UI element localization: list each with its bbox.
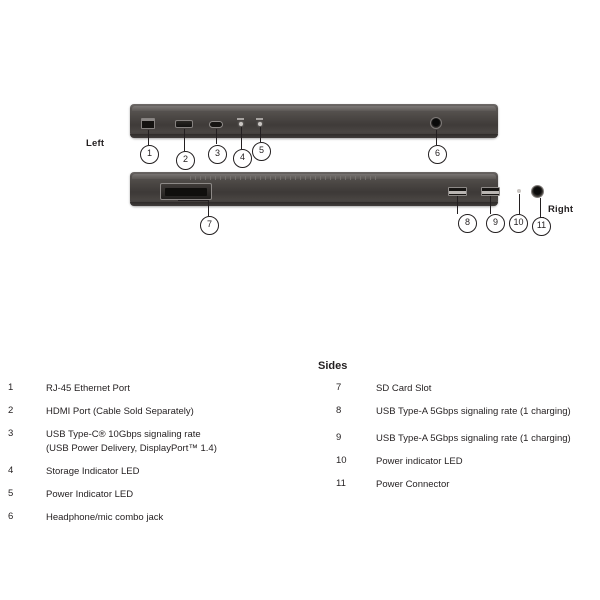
right-side-label: Right bbox=[548, 204, 574, 215]
legend-number: 5 bbox=[8, 487, 14, 499]
callout-5[interactable]: 5 bbox=[252, 142, 271, 161]
list-item bbox=[8, 405, 308, 419]
leader-line-7-h bbox=[178, 200, 209, 201]
legend-column-left bbox=[8, 382, 308, 534]
leader-line-7 bbox=[208, 200, 209, 216]
leader-line-3 bbox=[216, 129, 217, 144]
list-item bbox=[8, 382, 308, 396]
storage-indicator-led bbox=[239, 122, 243, 126]
hdmi-port bbox=[175, 120, 193, 128]
power-indicator-led bbox=[258, 122, 262, 126]
callout-9[interactable]: 9 bbox=[486, 214, 505, 233]
list-item bbox=[336, 478, 598, 492]
legend-number: 8 bbox=[336, 405, 342, 416]
power-connector bbox=[531, 185, 544, 198]
legend-text: HDMI Port (Cable Sold Separately) bbox=[46, 406, 194, 417]
legend-title: Sides bbox=[318, 360, 348, 372]
legend-text: USB Type-A 5Gbps signaling rate (1 charging) bbox=[376, 432, 571, 444]
legend-number: 7 bbox=[336, 382, 342, 393]
power-led-tick bbox=[256, 118, 263, 120]
left-side-label: Left bbox=[86, 138, 105, 149]
legend-text: SD Card Slot bbox=[376, 383, 432, 394]
legend-text: Power Indicator LED bbox=[46, 488, 134, 500]
list-item bbox=[336, 382, 598, 396]
callout-7[interactable]: 7 bbox=[200, 216, 219, 235]
legend-text: Storage Indicator LED bbox=[46, 465, 140, 477]
callout-3[interactable]: 3 bbox=[208, 145, 227, 164]
legend-number: 3 bbox=[8, 428, 14, 439]
legend-number: 9 bbox=[336, 431, 342, 443]
legend-number: 6 bbox=[8, 510, 14, 522]
legend-text: USB Type-C® 10Gbps signaling rate (USB Power Delivery, DisplayPort™ 1.4) bbox=[46, 429, 217, 454]
usb-type-c-port bbox=[209, 121, 223, 128]
storage-led-tick bbox=[237, 118, 244, 120]
legend-text: USB Type-A 5Gbps signaling rate (1 charging) bbox=[376, 406, 571, 417]
legend-number: 4 bbox=[8, 464, 14, 476]
legend-text: Headphone/mic combo jack bbox=[46, 511, 164, 523]
callout-8[interactable]: 8 bbox=[458, 214, 477, 233]
callout-1[interactable]: 1 bbox=[140, 145, 159, 164]
vent-grille bbox=[190, 176, 380, 180]
callout-6[interactable]: 6 bbox=[428, 145, 447, 164]
leader-line-9 bbox=[490, 196, 491, 214]
list-item bbox=[336, 405, 598, 419]
legend-text: Power indicator LED bbox=[376, 455, 463, 467]
list-item bbox=[336, 432, 598, 446]
legend-column-right bbox=[336, 382, 598, 501]
list-item bbox=[8, 488, 308, 502]
legend-number: 10 bbox=[336, 454, 347, 466]
list-item bbox=[8, 511, 308, 525]
leader-line-11 bbox=[540, 198, 541, 217]
usb-type-a-port-1 bbox=[448, 187, 467, 196]
sd-card-slot bbox=[160, 183, 212, 200]
power-indicator-led-right bbox=[517, 189, 521, 193]
legend-text: RJ-45 Ethernet Port bbox=[46, 383, 130, 394]
leader-line-8 bbox=[457, 196, 458, 214]
callout-11[interactable]: 11 bbox=[532, 217, 551, 236]
legend-number: 11 bbox=[336, 477, 346, 489]
callout-4[interactable]: 4 bbox=[233, 149, 252, 168]
legend-number: 2 bbox=[8, 405, 14, 416]
leader-line-10 bbox=[519, 194, 520, 214]
leader-line-4 bbox=[241, 127, 242, 149]
callout-2[interactable]: 2 bbox=[176, 151, 195, 170]
leader-line-5 bbox=[260, 127, 261, 142]
legend-number: 1 bbox=[8, 382, 14, 393]
usb-type-a-port-2 bbox=[481, 187, 500, 196]
callout-10[interactable]: 10 bbox=[509, 214, 528, 233]
list-item bbox=[8, 428, 308, 455]
list-item bbox=[336, 455, 598, 469]
legend-text: Power Connector bbox=[376, 478, 450, 490]
leader-line-6 bbox=[436, 130, 437, 145]
list-item bbox=[8, 465, 308, 479]
headphone-mic-combo-jack bbox=[430, 117, 442, 129]
rj45-ethernet-port bbox=[141, 118, 155, 129]
leader-line-1 bbox=[148, 130, 149, 145]
leader-line-2 bbox=[184, 129, 185, 151]
